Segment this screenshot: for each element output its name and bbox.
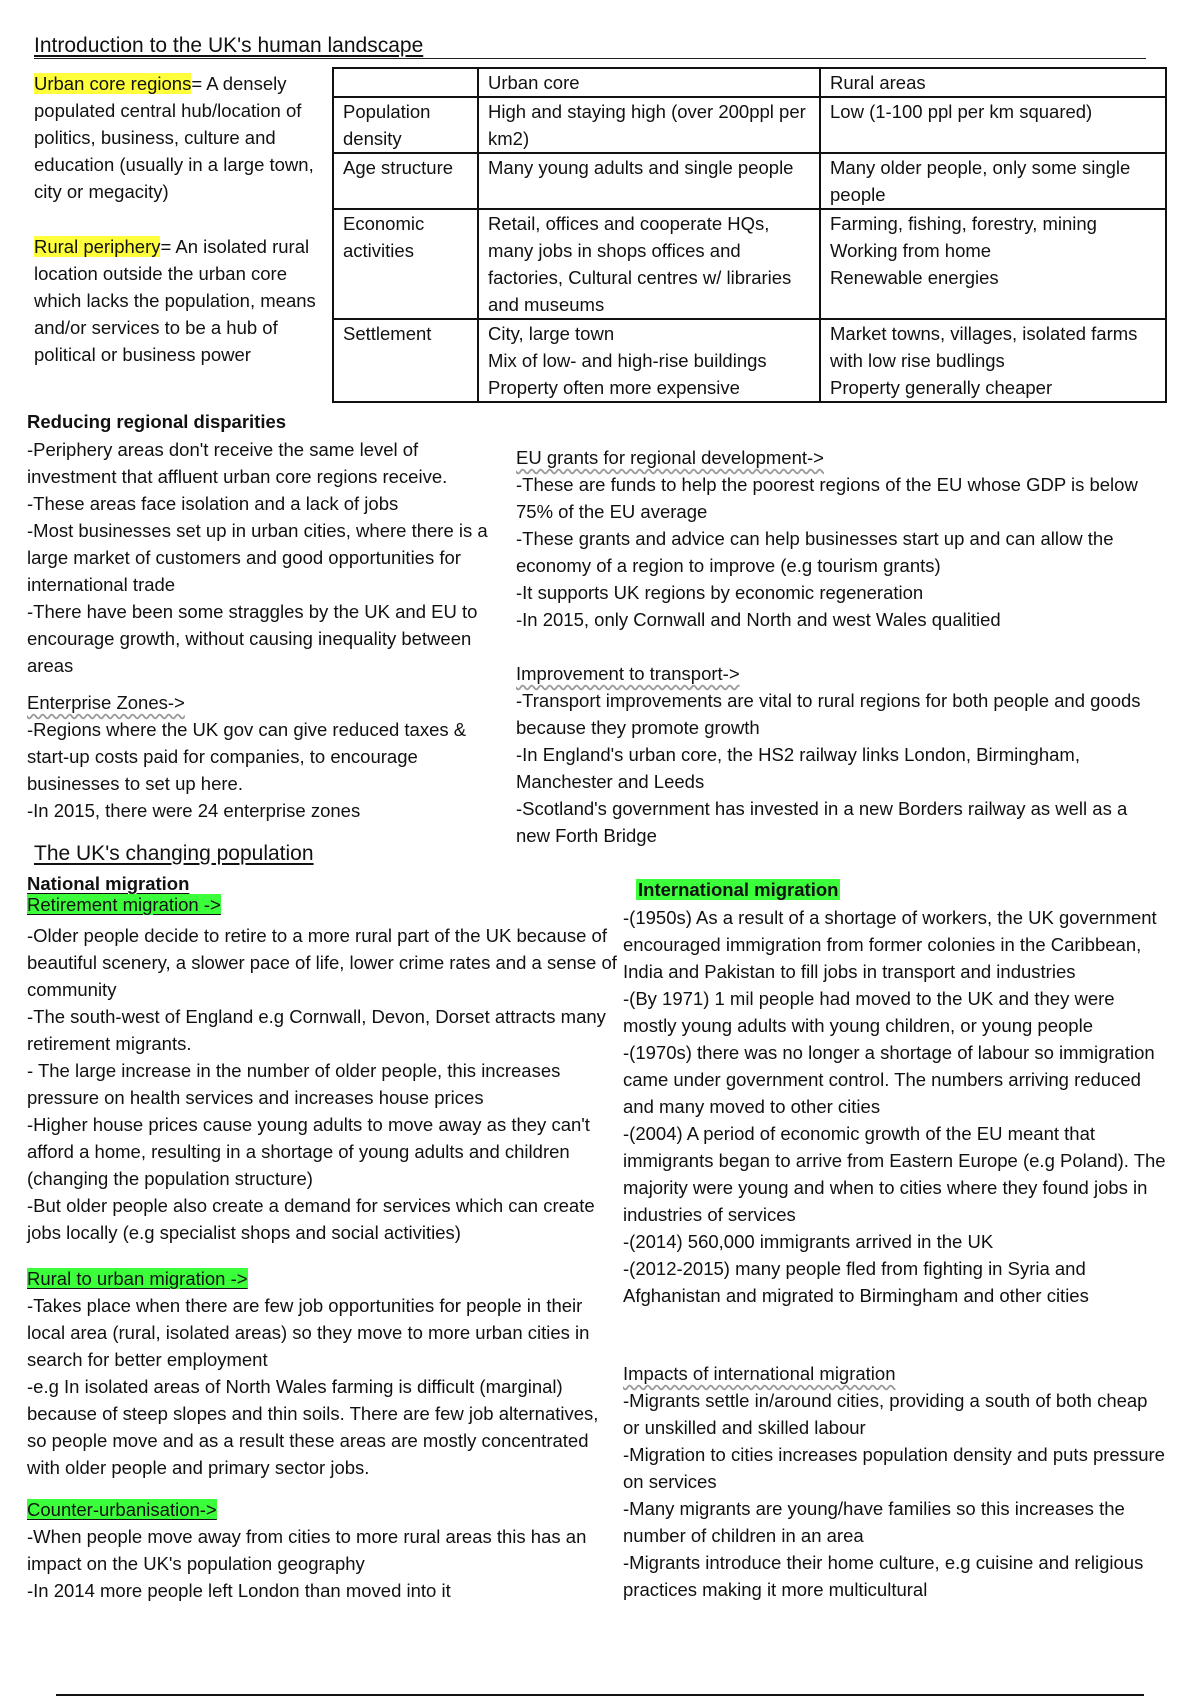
list-item: -Older people decide to retire to a more rural part of the UK because of beautiful scenery, a slower pace of life, lower crime rates and a sense of community <box>27 925 617 1000</box>
counter-urbanisation-list <box>27 1523 617 1604</box>
list-item: -These areas face isolation and a lack of jobs <box>27 493 399 514</box>
rural-periphery-definition <box>34 233 324 368</box>
enterprise-zones-list <box>27 716 497 824</box>
list-item: -It supports UK regions by economic regeneration <box>516 582 924 603</box>
list-item: -Takes place when there are few job opportunities for people in their local area (rural, isolated areas) so they move to more urban cities in search for better employment <box>27 1295 590 1370</box>
intro-title: Introduction to the UK's human landscape <box>34 34 424 57</box>
list-item: -e.g In isolated areas of North Wales farming is difficult (marginal) because of steep slopes and thin soils. There are few job alternatives, so people move and as a result these areas are mostly concentrated with older people and primary sector jobs. <box>27 1376 599 1478</box>
list-item: -Many migrants are young/have families so this increases the number of children in an area <box>623 1498 1125 1546</box>
table-row-label: Settlement <box>333 319 478 402</box>
rural-periphery-def-text: = An isolated rural location outside the urban core which lacks the population, means and/or services to be a hub of political or business power <box>34 236 316 365</box>
retirement-migration-label: Retirement migration -> <box>27 894 221 915</box>
list-item: -In 2014 more people left London than moved into it <box>27 1580 451 1601</box>
impacts-heading: Impacts of international migration <box>623 1363 896 1384</box>
list-item: -In England's urban core, the HS2 railway links London, Birmingham, Manchester and Leeds <box>516 744 1080 792</box>
urban-core-def-text: = A densely populated central hub/location of politics, business, culture and education (usually in a large town, city or megacity) <box>34 73 314 202</box>
table-row <box>333 153 1166 209</box>
list-item: -In 2015, only Cornwall and North and west Wales qualitied <box>516 609 1001 630</box>
table-cell-urban: High and staying high (over 200ppl per km2) <box>478 97 820 153</box>
table-cell-urban: City, large town Mix of low- and high-rise buildings Property often more expensive <box>478 319 820 402</box>
list-item: -(1970s) there was no longer a shortage of labour so immigration came under government control. The numbers arriving reduced and many moved to other cities <box>623 1042 1155 1117</box>
transport-list <box>516 687 1166 849</box>
counter-urbanisation-heading <box>27 1496 217 1523</box>
national-migration-heading: National migration <box>27 873 190 894</box>
urban-rural-comparison-table <box>332 67 1167 403</box>
table-header-cell: Rural areas <box>820 68 1166 97</box>
list-item: -Scotland's government has invested in a new Borders railway as well as a new Forth Bridge <box>516 798 1128 846</box>
table-cell-rural: Market towns, villages, isolated farms with low rise budlings Property generally cheaper <box>820 319 1166 402</box>
list-item: -But older people also create a demand for services which can create jobs locally (e.g specialist shops and social activities) <box>27 1195 595 1243</box>
intro-title-rule <box>34 58 1146 59</box>
table-row <box>333 319 1166 402</box>
retirement-migration-heading <box>27 894 221 916</box>
transport-heading: Improvement to transport-> <box>516 663 740 684</box>
table-row-label: Economic activities <box>333 209 478 319</box>
list-item: -(1950s) As a result of a shortage of workers, the UK government encouraged immigration from former colonies in the Caribbean, India and Pakistan to fill jobs in transport and industries <box>623 907 1157 982</box>
rural-urban-migration-list <box>27 1292 617 1481</box>
table-row-label: Population density <box>333 97 478 153</box>
disparities-heading: Reducing regional disparities <box>27 411 287 432</box>
table-cell-rural: Low (1-100 ppl per km squared) <box>820 97 1166 153</box>
list-item: -Transport improvements are vital to rural regions for both people and goods because they promote growth <box>516 690 1141 738</box>
table-row <box>333 97 1166 153</box>
table-header-cell: Urban core <box>478 68 820 97</box>
table-header-row <box>333 68 1166 97</box>
list-item: - The large increase in the number of older people, this increases pressure on health services and increases house prices <box>27 1060 561 1108</box>
list-item: -Migration to cities increases population density and puts pressure on services <box>623 1444 1165 1492</box>
international-migration-label: International migration <box>638 879 839 900</box>
table-header-cell <box>333 68 478 97</box>
rural-urban-migration-heading <box>27 1265 248 1292</box>
urban-core-term: Urban core regions <box>34 73 192 94</box>
rural-urban-migration-label: Rural to urban migration -> <box>27 1268 248 1289</box>
list-item: -These grants and advice can help businesses start up and can allow the economy of a region to improve (e.g tourism grants) <box>516 528 1114 576</box>
population-title: The UK's changing population <box>34 842 314 865</box>
table-row <box>333 209 1166 319</box>
list-item: -(2004) A period of economic growth of the EU meant that immigrants began to arrive from Eastern Europe (e.g Poland). The majority were young and when to cities where they found jobs in industries of services <box>623 1123 1166 1225</box>
eu-grants-heading: EU grants for regional development-> <box>516 447 824 468</box>
page-bottom-rule <box>56 1694 1144 1696</box>
table-cell-urban: Many young adults and single people <box>478 153 820 209</box>
list-item: -(By 1971) 1 mil people had moved to the UK and they were mostly young adults with young children, or young people <box>623 988 1115 1036</box>
list-item: -In 2015, there were 24 enterprise zones <box>27 800 361 821</box>
eu-grants-list <box>516 471 1166 633</box>
table-cell-rural: Farming, fishing, forestry, mining Working from home Renewable energies <box>820 209 1166 319</box>
list-item: -The south-west of England e.g Cornwall, Devon, Dorset attracts many retirement migrants. <box>27 1006 606 1054</box>
counter-urbanisation-label: Counter-urbanisation-> <box>27 1499 217 1520</box>
list-item: -There have been some straggles by the UK and EU to encourage growth, without causing inequality between areas <box>27 601 478 676</box>
disparities-list <box>27 436 502 679</box>
list-item: -(2014) 560,000 immigrants arrived in the UK <box>623 1231 994 1252</box>
list-item: -Higher house prices cause young adults to move away as they can't afford a home, resulting in a shortage of young adults and children (changing the population structure) <box>27 1114 590 1189</box>
impacts-list <box>623 1387 1168 1603</box>
list-item: -Regions where the UK gov can give reduced taxes & start-up costs paid for companies, to encourage businesses to set up here. <box>27 719 467 794</box>
table-cell-urban: Retail, offices and cooperate HQs, many jobs in shops offices and factories, Cultural centres w/ libraries and museums <box>478 209 820 319</box>
list-item: -When people move away from cities to more rural areas this has an impact on the UK's population geography <box>27 1526 587 1574</box>
list-item: -These are funds to help the poorest regions of the EU whose GDP is below 75% of the EU average <box>516 474 1138 522</box>
international-migration-list <box>623 904 1168 1309</box>
urban-core-definition <box>34 70 324 205</box>
list-item: -Periphery areas don't receive the same level of investment that affluent urban core regions receive. <box>27 439 448 487</box>
rural-periphery-term: Rural periphery <box>34 236 161 257</box>
list-item: -Migrants settle in/around cities, providing a south of both cheap or unskilled and skilled labour <box>623 1390 1148 1438</box>
retirement-migration-list <box>27 922 617 1246</box>
international-migration-heading <box>636 876 840 903</box>
list-item: -Migrants introduce their home culture, e.g cuisine and religious practices making it more multicultural <box>623 1552 1144 1600</box>
list-item: -(2012-2015) many people fled from fighting in Syria and Afghanistan and migrated to Birmingham and other cities <box>623 1258 1089 1306</box>
list-item: -Most businesses set up in urban cities, where there is a large market of customers and good opportunities for international trade <box>27 520 488 595</box>
table-row-label: Age structure <box>333 153 478 209</box>
table-cell-rural: Many older people, only some single people <box>820 153 1166 209</box>
enterprise-zones-heading: Enterprise Zones-> <box>27 692 185 713</box>
